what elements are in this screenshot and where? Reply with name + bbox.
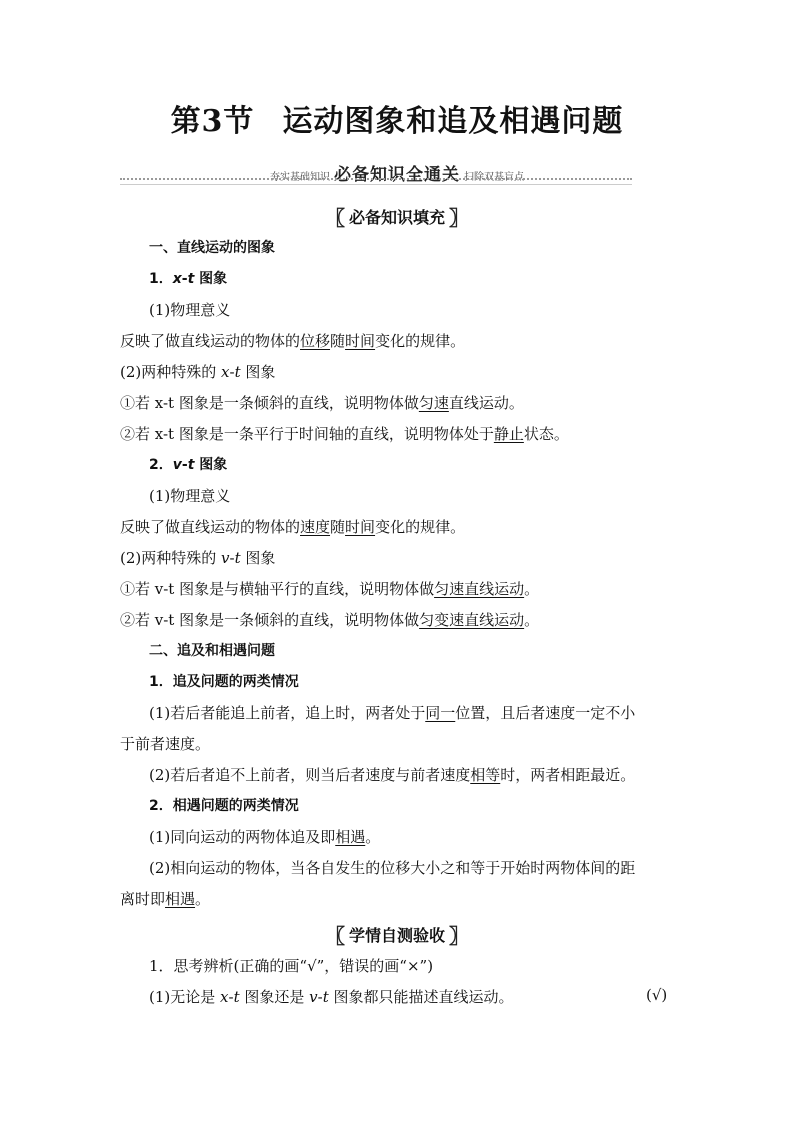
xt-meaning-label: (1)物理意义 [149, 301, 231, 319]
subheading-meet: 2．相遇问题的两类情况 [149, 798, 299, 814]
bracket-left-icon: 〖 [324, 206, 345, 230]
subheading-chase: 1．追及问题的两类情况 [149, 674, 299, 690]
chase-a: (1)若后者能追上前者，追上时，两者处于同一位置，且后者速度一定不小 [149, 704, 636, 722]
bracket-right-icon: 〗 [449, 924, 469, 948]
xt-special-label: (2)两种特殊的 x-t 图象 [120, 363, 276, 381]
subheading-xt: 1．x-t 图象 [149, 271, 228, 287]
heading-2: 二、追及和相遇问题 [149, 643, 275, 659]
question-1-a: (1)无论是 x-t 图象还是 v-t 图象都只能描述直线运动。 [149, 988, 514, 1006]
answer-mark: (√) [646, 986, 668, 1004]
chase-a-cont: 于前者速度。 [120, 735, 211, 753]
vt-meaning-label: (1)物理意义 [149, 487, 231, 505]
banner-divider [120, 178, 632, 185]
heading-1: 一、直线运动的图象 [149, 240, 275, 256]
banner-center: 必备知识全通关 [334, 165, 460, 185]
vt-special-b: ②若 v-t 图象是一条倾斜的直线，说明物体做匀变速直线运动。 [120, 611, 540, 629]
banner-right: 扫除双基盲点 [464, 172, 524, 183]
meet-b: (2)相向运动的物体，当各自发生的位移大小之和等于开始时两物体间的距 [149, 859, 636, 877]
xt-special-b: ②若 x-t 图象是一条平行于时间轴的直线，说明物体处于静止状态。 [120, 425, 569, 443]
banner-left: 夯实基础知识 [270, 172, 330, 183]
section-heading-check: 〖 学情自测验收 〗 [324, 924, 469, 948]
subheading-vt: 2．v-t 图象 [149, 457, 228, 473]
section-heading-fill: 〖 必备知识填充 〗 [324, 206, 469, 230]
page-title [0, 96, 794, 140]
section-title: 运动图象和追及相遇问题 [282, 104, 624, 139]
section-number: 第3节 [170, 104, 255, 139]
xt-meaning-text: 反映了做直线运动的物体的位移随时间变化的规律。 [120, 332, 466, 350]
vt-special-label: (2)两种特殊的 v-t 图象 [120, 549, 276, 567]
vt-special-a: ①若 v-t 图象是与横轴平行的直线，说明物体做匀速直线运动。 [120, 580, 540, 598]
meet-b-cont: 离时即相遇。 [120, 890, 211, 908]
question-1: 1．思考辨析(正确的画“√”，错误的画“×”) [149, 957, 434, 975]
bracket-right-icon: 〗 [449, 206, 469, 230]
xt-special-a: ①若 x-t 图象是一条倾斜的直线，说明物体做匀速直线运动。 [120, 394, 524, 412]
meet-a: (1)同向运动的两物体追及即相遇。 [149, 828, 381, 846]
bracket-left-icon: 〖 [324, 924, 345, 948]
vt-meaning-text: 反映了做直线运动的物体的速度随时间变化的规律。 [120, 518, 466, 536]
chase-b: (2)若后者追不上前者，则当后者速度与前者速度相等时，两者相距最近。 [149, 766, 636, 784]
